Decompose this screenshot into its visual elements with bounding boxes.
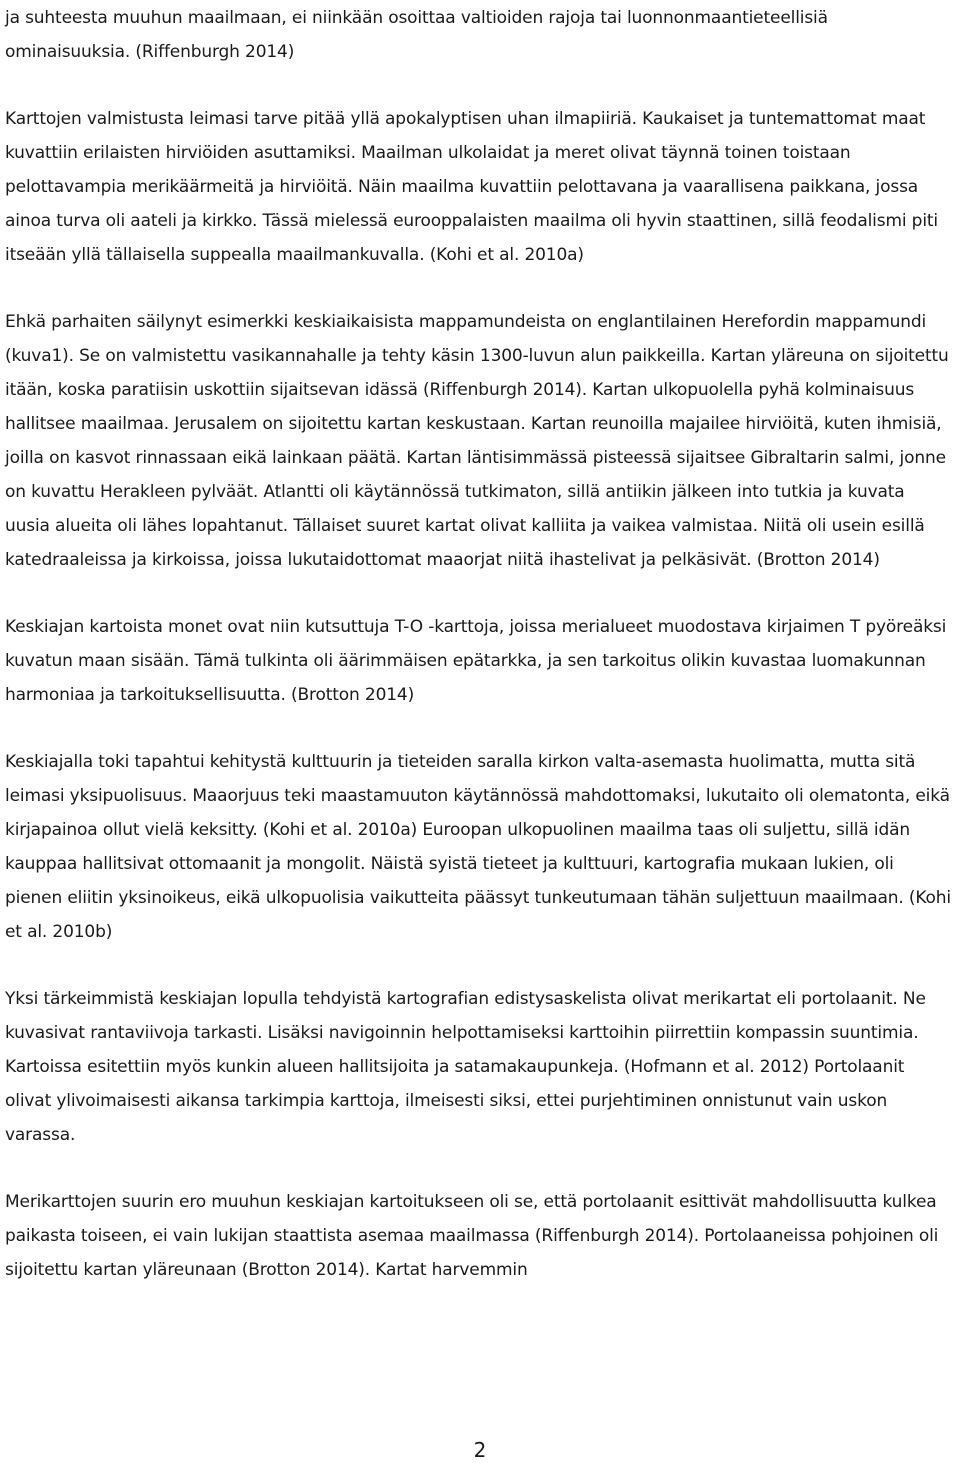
paragraph-4: Keskiajan kartoista monet ovat niin kutsuttuja T-O -karttoja, joissa merialueet muodostava kirjaimen T pyöreäksi kuvatun maan sisään. Tämä tulkinta oli äärimmäisen epätarkka, ja sen tarkoitus olikin kuvastaa luomakunnan harmoniaa ja tarkoituksellisuutta. (Brotton 2014): [5, 617, 947, 705]
paragraph-3: Ehkä parhaiten säilynyt esimerkki keskiaikaisista mappamundeista on englantilainen Herefordin mappamundi (kuva1). Se on valmistettu vasikannahalle ja tehty käsin 1300-luvun alun paikkeilla. Kartan yläreuna on sijoitettu itään, koska paratiisin uskottiin sijaitsevan idässä (Riffenburgh 2014). Kartan ulkopuolella pyhä kolminaisuus hallitsee maailmaa. Jerusalem on sijoitettu kartan keskustaan. Kartan reunoilla majailee hirviöitä, kuten ihmisiä, joilla on kasvot rinnassaan eikä lainkaan päätä. Kartan läntisimmässä pisteessä sijaitsee Gibraltarin salmi, jonne on kuvattu Herakleen pylväät. Atlantti oli käytännössä tutkimaton, sillä antiikin jälkeen into tutkia ja kuvata uusia alueita oli lähes lopahtanut. Tällaiset suuret kartat olivat kalliita ja vaikea valmistaa. Niitä oli usein esillä katedraaleissa ja kirkoissa, joissa lukutaidottomat maaorjat niitä ihastelivat ja pelkäsivät. (Brotton 2014): [5, 312, 949, 570]
paragraph-5: Keskiajalla toki tapahtui kehitystä kulttuurin ja tieteiden saralla kirkon valta-asemasta huolimatta, mutta sitä leimasi yksipuolisuus. Maaorjuus teki maastamuuton käytännössä mahdottomaksi, lukutaito oli olematonta, eikä kirjapainoa ollut vielä keksitty. (Kohi et al. 2010a) Euroopan ulkopuolinen maailma taas oli suljettu, sillä idän kauppaa hallitsivat ottomaanit ja mongolit. Näistä syistä tieteet ja kulttuuri, kartografia mukaan lukien, oli pienen eliitin yksinoikeus, eikä ulkopuolisia vaikutteita päässyt tunkeutumaan tähän suljettuun maailmaan. (Kohi et al. 2010b): [5, 752, 951, 942]
paragraph-2: Karttojen valmistusta leimasi tarve pitää yllä apokalyptisen uhan ilmapiiriä. Kaukaiset ja tuntemattomat maat kuvattiin erilaisten hirviöiden asuttamiksi. Maailman ulkolaidat ja meret olivat täynnä toinen toistaan pelottavampia merikäärmeitä ja hirviöitä. Näin maailma kuvattiin pelottavana ja vaarallisena paikkana, jossa ainoa turva oli aateli ja kirkko. Tässä mielessä eurooppalaisten maailma oli hyvin staattinen, sillä feodalismi piti itseään yllä tällaisella suppealla maailmankuvalla. (Kohi et al. 2010a): [5, 109, 938, 265]
paragraph-7: Merikarttojen suurin ero muuhun keskiajan kartoitukseen oli se, että portolaanit esittivät mahdollisuutta kulkea paikasta toiseen, ei vain lukijan staattista asemaa maailmassa (Riffenburgh 2014). Portolaaneissa pohjoinen oli sijoitettu kartan yläreunaan (Brotton 2014). Kartat harvemmin: [5, 1192, 939, 1280]
paragraph-1: ja suhteesta muuhun maailmaan, ei niinkään osoittaa valtioiden rajoja tai luonnonmaantieteellisiä ominaisuuksia. (Riffenburgh 2014): [5, 8, 828, 62]
page-number: 2: [473, 1438, 487, 1462]
body-text: [5, 1, 954, 1320]
paragraph-6: Yksi tärkeimmistä keskiajan lopulla tehdyistä kartografian edistysaskelista olivat merikartat eli portolaanit. Ne kuvasivat rantaviivoja tarkasti. Lisäksi navigoinnin helpottamiseksi karttoihin piirrettiin kompassin suuntimia. Kartoissa esitettiin myös kunkin alueen hallitsijoita ja satamakaupunkeja. (Hofmann et al. 2012) Portolaanit olivat ylivoimaisesti aikansa tarkimpia karttoja, ilmeisesti siksi, ettei purjehtiminen onnistunut vain uskon varassa.: [5, 989, 926, 1145]
